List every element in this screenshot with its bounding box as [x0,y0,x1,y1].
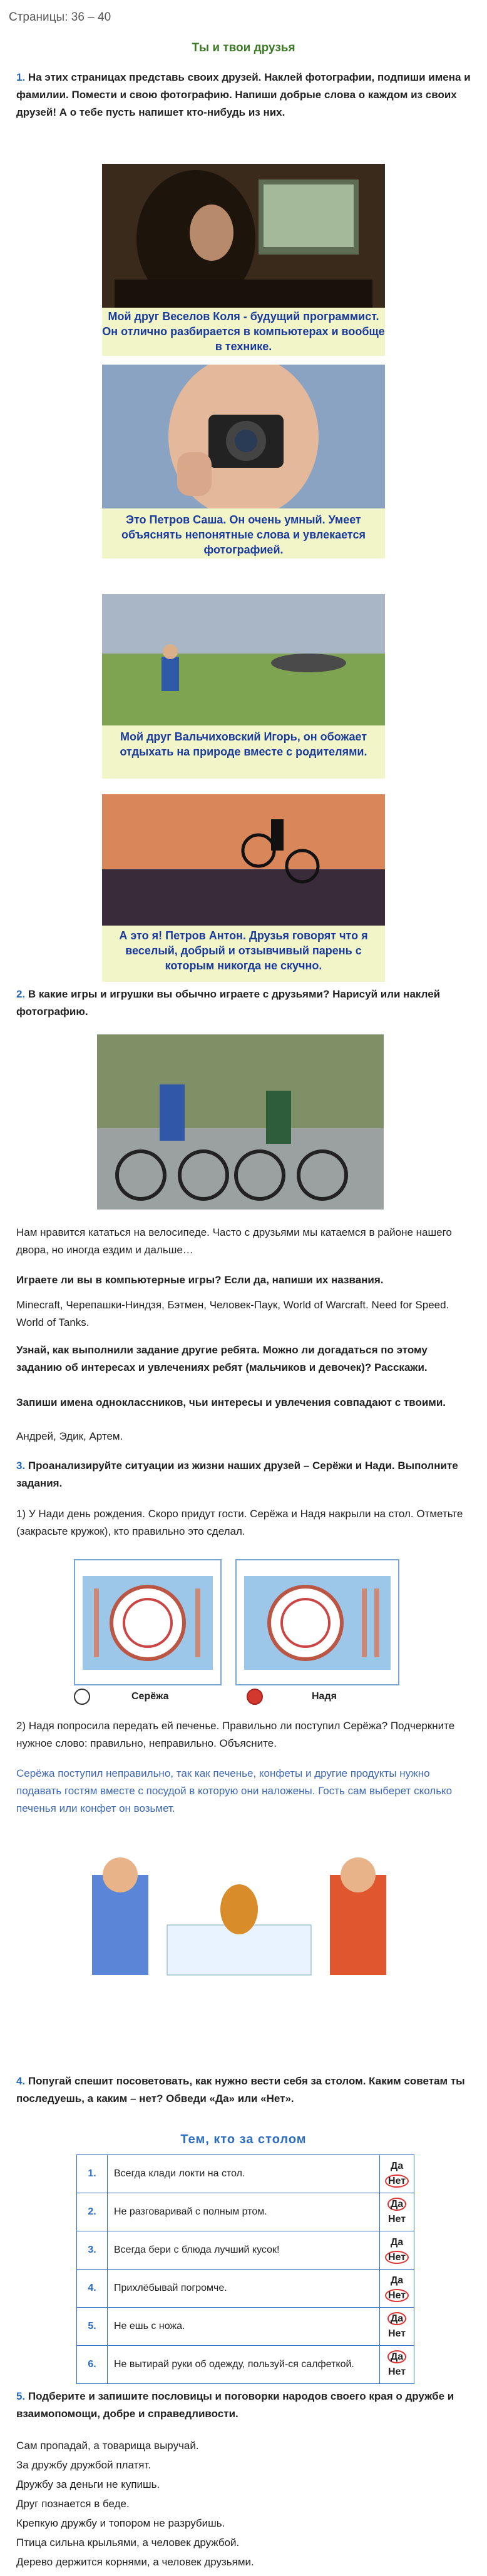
yes-option[interactable]: Да [381,2311,413,2326]
bmx-photo-image [102,794,385,926]
task2-question2: Играете ли вы в компьютерные игры? Если да, напиши их названия. [16,1274,384,1286]
plate-illustration-b [237,1560,398,1684]
yes-option[interactable]: Да [381,2350,413,2365]
plate-illustration-a [75,1560,220,1684]
yes-no-cell[interactable] [380,2231,414,2270]
task3-text: 3. Проанализируйте ситуации из жизни наших друзей – Серёжи и Нади. Выполните задания. [16,1460,458,1489]
task3-answer: Серёжа поступил неправильно, так как печенье, конфеты и другие продукты нужно подавать гостям вместе с посудой в которую они наложены. Гость сам выберет сколько печенья или конфет он возьмет. [16,1767,453,1814]
dining-illustration-image [73,1850,406,1985]
rule-text: Не разговаривай с полным ртом. [108,2193,380,2231]
rule-number: 3. [77,2231,108,2270]
yes-no-cell[interactable] [380,2270,414,2308]
friend-photo-1 [102,164,385,356]
no-option[interactable]: Нет [381,2288,413,2303]
task2-answer3: Андрей, Эдик, Артем. [16,1430,123,1442]
task1-text: 1. На этих страницах представь своих друзей. Наклей фотографии, подпиши имена и фамилии. Помести и свою фотографию. Напиши добрые слова о каждом из своих друзей! А о тебе пусть напишет кто-нибудь из них. [16,71,471,118]
rule-number: 4. [77,2270,108,2308]
proverb: Сам пропадай, а товарища выручай. [16,2440,199,2452]
proverb: Друг познается в беде. [16,2498,130,2510]
no-option[interactable]: Нет [387,2328,406,2339]
task2-answer: Нам нравится кататься на велосипеде. Часто с друзьями мы катаемся в районе нашего двора, но иногда ездим и дальше… [16,1226,452,1256]
yes-option[interactable]: Да [381,2197,413,2212]
page-title: Ты и твои друзья [192,41,295,54]
task2-question4: Запиши имена одноклассников, чьи интересы и увлечения совпадают с твоими. [16,1397,446,1408]
no-option[interactable]: Нет [381,2174,413,2189]
bicycle-photo-image [97,1034,384,1210]
table-setting-a [74,1559,222,1685]
no-option[interactable]: Нет [381,2250,413,2265]
proverb-list [16,2436,254,2572]
task3-sub2: 2) Надя попросила передать ей печенье. Правильно ли поступил Серёжа? Подчеркните нужное слово: правильно, неправильно. Объясните. [16,1720,455,1749]
rule-text: Всегда клади локти на стол. [108,2155,380,2193]
rule-text: Прихлёбывай погромче. [108,2270,380,2308]
dining-illustration [73,1850,406,1985]
rule-number: 5. [77,2308,108,2346]
computer-photo-image [102,164,385,308]
rule-text: Не ешь с ножа. [108,2308,380,2346]
proverb: Птица сильна крыльями, а человек дружбой. [16,2537,240,2548]
rules-table [76,2154,414,2384]
camera-photo-image [102,365,385,508]
no-option[interactable]: Нет [387,2214,406,2225]
friend-photo-4 [102,794,385,982]
bicycle-photo [97,1034,384,1210]
task2-answer2: Minecraft, Черепашки-Ниндзя, Бэтмен, Человек-Паук, World of Warcraft. Need for Speed. World of Tanks. [16,1299,449,1328]
friend-caption-4: А это я! Петров Антон. Друзья говорят что я веселый, добрый и отзывчивый парень с которым никогда не скучно. [119,929,368,972]
friend-caption-1: Мой друг Веселов Коля - будущий программист. Он отлично разбирается в компьютерах и вообще в технике. [102,310,385,353]
friend-photo-3 [102,594,385,779]
task2-question3: Узнай, как выполнили задание другие ребята. Можно ли догадаться по этому заданию об интересах и увлечениях ребят (мальчиков и девочек)? Расскажи. [16,1344,428,1373]
proverb: Дерево держится корнями, а человек друзьями. [16,2556,254,2568]
rule-number: 1. [77,2155,108,2193]
yes-no-cell[interactable] [380,2155,414,2193]
proverb: Крепкую дружбу и топором не разрубишь. [16,2517,225,2529]
no-option[interactable]: Нет [387,2366,406,2377]
table-setting-b [235,1559,399,1685]
rule-row [77,2231,414,2270]
rule-number: 2. [77,2193,108,2231]
rule-row [77,2155,414,2193]
task5-text: 5. Подберите и запишите пословицы и поговорки народов своего края о дружбе и взаимопомощи, добре и справедливости. [16,2390,454,2420]
proverb: За дружбу дружбой платят. [16,2459,151,2471]
rule-row [77,2308,414,2346]
rule-text: Всегда бери с блюда лучший кусок! [108,2231,380,2270]
yes-no-cell[interactable] [380,2308,414,2346]
option-label-seryozha: Серёжа [131,1691,169,1702]
proverb: Дружбу за деньги не купишь. [16,2478,160,2490]
yes-no-cell[interactable] [380,2193,414,2231]
rule-row [77,2193,414,2231]
task4-text: 4. Попугай спешит посоветовать, как нужно вести себя за столом. Каким советам ты последуешь, а каким – нет? Обведи «Да» или «Нет». [16,2075,465,2104]
rule-row [77,2270,414,2308]
option-circle-seryozha[interactable] [74,1689,90,1705]
rule-number: 6. [77,2346,108,2384]
rule-row [77,2346,414,2384]
option-label-nadya: Надя [312,1691,337,1702]
friend-caption-3: Мой друг Вальчиховский Игорь, он обожает отдыхать на природе вместе с родителями. [120,730,367,758]
yes-option[interactable]: Да [390,2275,404,2286]
yes-option[interactable]: Да [390,2237,404,2248]
task2-text: 2. В какие игры и игрушки вы обычно играете с друзьями? Нарисуй или наклей фотографию. [16,988,441,1018]
friend-caption-2: Это Петров Саша. Он очень умный. Умеет объяснять непонятные слова и увлекается фотографией. [121,513,366,556]
option-circle-nadya[interactable] [247,1689,263,1705]
task3-sub1: 1) У Нади день рождения. Скоро придут гости. Серёжа и Надя накрыли на стол. Отметьте (закрасьте кружок), кто правильно это сделал. [16,1508,463,1537]
nature-photo-image [102,594,385,725]
yes-no-cell[interactable] [380,2346,414,2384]
yes-option[interactable]: Да [390,2161,404,2171]
page-range: Страницы: 36 – 40 [9,11,111,24]
rule-text: Не вытирай руки об одежду, пользуй-ся салфеткой. [108,2346,380,2384]
rules-title: Тем, кто за столом [180,2133,307,2146]
friend-photo-2 [102,365,385,558]
